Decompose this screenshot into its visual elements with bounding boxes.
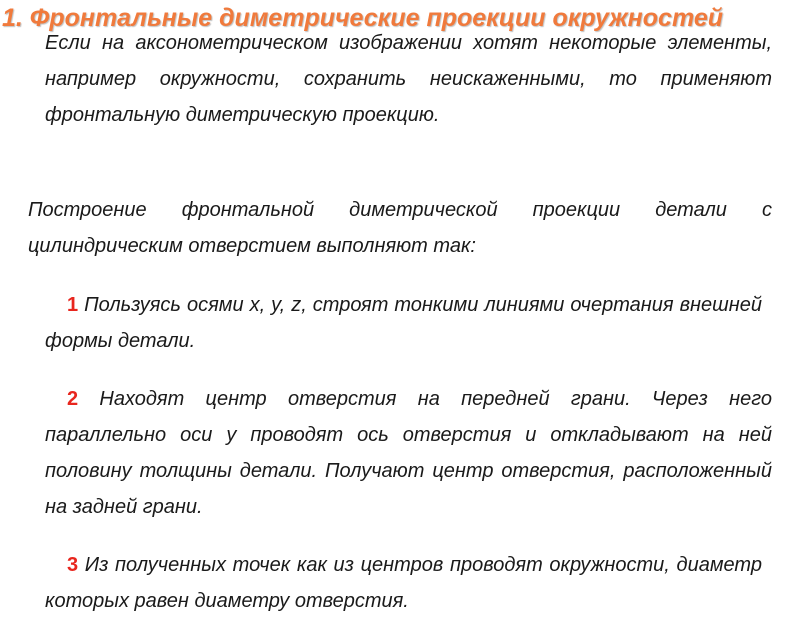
step-3 [45, 547, 762, 619]
step-number: 2 [67, 388, 79, 410]
step-text: Пользуясь осями x, y, z, строят тонкими линиями очертания внешней формы детали. [45, 294, 763, 352]
step-number: 3 [67, 554, 79, 576]
slide-title: 1. Фронтальные диметрические проекции окружностей [2, 4, 724, 32]
step-text: Находят центр отверстия на передней грани. Через него параллельно оси y проводят ось отверстия и откладывают на ней половину толщины детали. Получают центр отверстия, расположенный на задней грани. [45, 388, 772, 518]
step-number: 1 [67, 294, 79, 316]
step-text: Из полученных точек как из центров проводят окружности, диаметр которых равен диаметру отверстия. [45, 554, 762, 612]
intro-paragraph: Если на аксонометрическом изображении хотят некоторые элементы, например окружности, сохранить неискаженными, то применяют фронтальную диметрическую проекцию. [45, 32, 772, 126]
construction-paragraph: Построение фронтальной диметрической проекции детали с цилиндрическим отверстием выполняют так: [28, 199, 772, 257]
step-2 [45, 381, 772, 525]
step-1 [45, 287, 762, 359]
